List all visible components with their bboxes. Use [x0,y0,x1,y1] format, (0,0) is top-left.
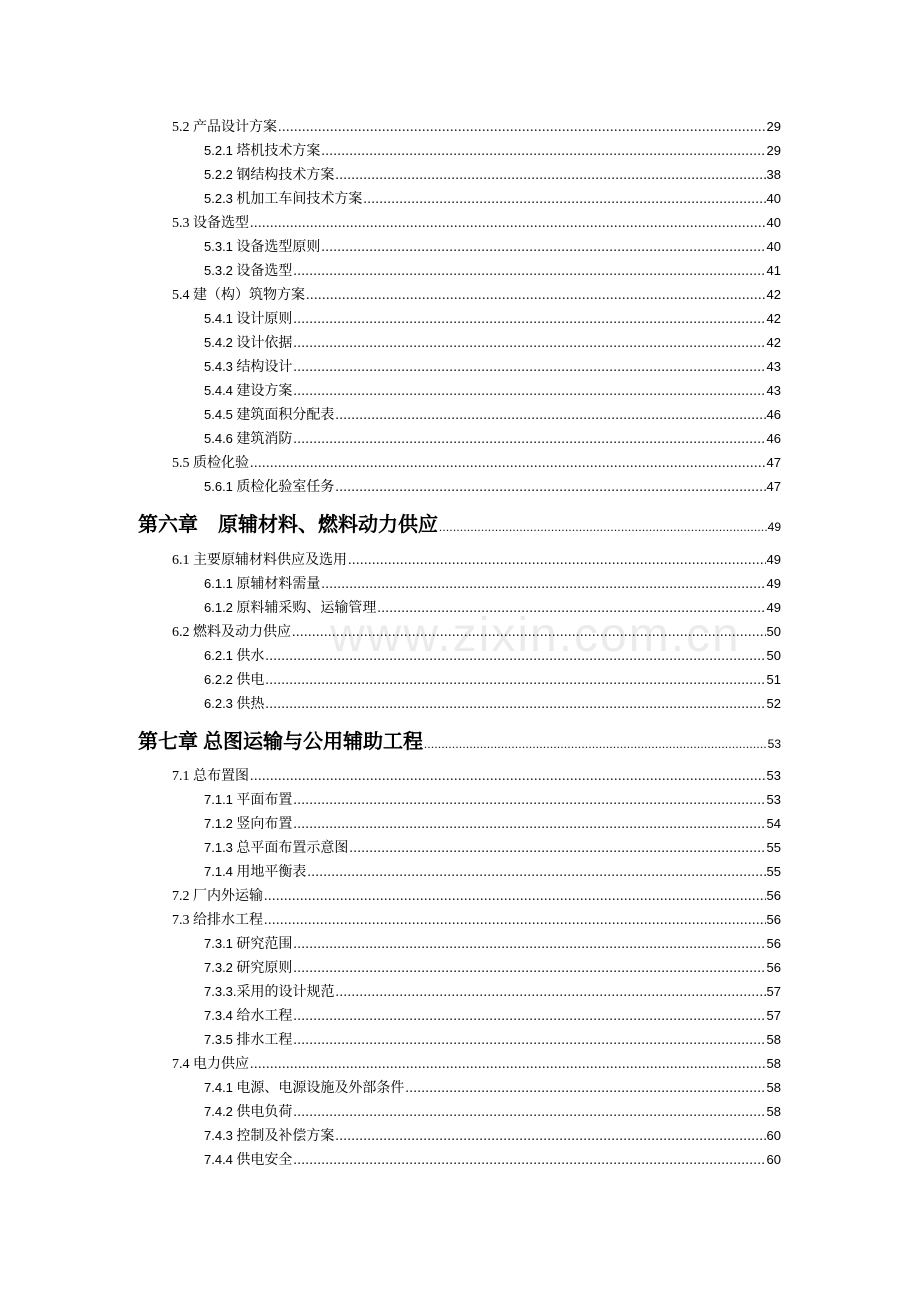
toc-page-number: 49 [766,552,781,567]
watermark: www.zixin.com.cn [330,609,741,662]
toc-entry[interactable] [204,478,781,497]
toc-entry-label: 7.1 总布置图 [172,769,249,784]
toc-page-number: 49 [766,600,781,615]
toc-leader-dots [348,552,766,570]
toc-page-number: 42 [766,311,781,326]
toc-entry[interactable] [172,887,781,906]
toc-entry-label: 第七章 总图运输与公用辅助工程 [138,731,423,753]
toc-page-number: 40 [766,191,781,206]
toc-page-number: 49 [767,520,781,534]
toc-page-number: 54 [766,816,781,831]
toc-leader-dots [307,864,765,882]
toc-entry[interactable] [204,935,781,954]
toc-entry[interactable] [204,1127,781,1146]
toc-page-number: 41 [766,263,781,278]
toc-page-number: 52 [766,696,781,711]
toc-entry-number: 7.3.5 [204,1032,233,1047]
toc-entry[interactable] [204,1151,781,1170]
toc-entry-title: 电源、电源设施及外部条件 [232,1081,405,1096]
toc-page-number: 60 [766,1152,781,1167]
toc-entry-title: 质检化验室任务 [232,480,335,495]
toc-page-number: 58 [766,1032,781,1047]
toc-leader-dots [265,696,765,714]
toc-entry-number: 6.2.3 [204,696,233,711]
toc-leader-dots [335,479,765,497]
toc-entry-number: 7.4.1 [204,1080,233,1095]
toc-entry-label [204,334,292,353]
toc-entry-title: 设计依据 [232,336,293,351]
toc-entry-number: 7.1.3 [204,840,233,855]
toc-entry-label [204,262,292,281]
toc-entry-title: 竖向布置 [232,817,293,832]
toc-entry[interactable] [204,406,781,425]
toc-entry-label [204,791,292,810]
toc-entry[interactable] [172,551,781,570]
toc-entry[interactable] [204,334,781,353]
toc-leader-dots [293,263,765,281]
toc-entry-label: 7.4 电力供应 [172,1057,249,1072]
toc-page-number: 53 [767,737,781,751]
toc-entry-title: 钢结构技术方案 [232,168,335,183]
toc-entry-title: 塔机技术方案 [232,144,321,159]
toc-entry-label [204,382,292,401]
toc-leader-dots [250,1056,766,1074]
toc-entry-label [204,695,264,714]
toc-page-number: 29 [766,119,781,134]
toc-entry-label [204,647,264,666]
toc-entry-label: 7.3 给排水工程 [172,913,263,928]
toc-entry-title: 供电安全 [232,1153,293,1168]
toc-page-number: 57 [766,984,781,999]
toc-entry-title: 供电负荷 [232,1105,293,1120]
toc-page-number: 53 [766,768,781,783]
toc-entry[interactable] [172,118,781,137]
toc-entry-label [204,839,348,858]
toc-entry-number: 7.4.4 [204,1152,233,1167]
toc-entry-title: 供热 [232,697,265,712]
toc-leader-dots [293,1008,765,1026]
toc-entry-number: 7.1.2 [204,816,233,831]
toc-leader-dots [265,672,765,690]
toc-entry-title: 设备选型 [232,264,293,279]
toc-entry-label: 7.2 厂内外运输 [172,889,263,904]
toc-entry-number: 7.3.3. [204,984,237,999]
toc-leader-dots [293,431,765,449]
toc-entry-title: 设备选型原则 [232,240,321,255]
toc-entry-title: 供水 [232,649,265,664]
toc-entry-title: 排水工程 [232,1033,293,1048]
toc-leader-dots [250,455,766,473]
toc-entry-title: 原辅材料需量 [232,577,321,592]
toc-page-number: 38 [766,167,781,182]
toc-entry-number: 7.3.2 [204,960,233,975]
toc-entry-title: 研究原则 [232,961,293,976]
toc-page-number: 46 [766,431,781,446]
toc-entry-number: 5.4.3 [204,359,233,374]
toc-page-number: 55 [766,840,781,855]
toc-entry[interactable] [204,310,781,329]
toc-entry-number: 6.1.1 [204,576,233,591]
toc-entry-number: 7.4.3 [204,1128,233,1143]
toc-entry-title: 供电 [232,673,265,688]
toc-leader-dots [293,792,765,810]
toc-entry-label [204,166,334,185]
toc-entry-number: 5.2.1 [204,143,233,158]
toc-leader-dots [293,359,765,377]
toc-page-number: 43 [766,359,781,374]
toc-entry-number: 7.1.4 [204,864,233,879]
toc-page-number: 47 [766,479,781,494]
toc-entry-label: 6.1 主要原辅材料供应及选用 [172,553,347,568]
toc-leader-dots [293,335,765,353]
toc-entry[interactable] [172,767,781,786]
toc-entry[interactable] [204,142,781,161]
toc-entry[interactable] [204,358,781,377]
toc-entry-title: 建筑面积分配表 [232,408,335,423]
toc-entry-number: 5.4.6 [204,431,233,446]
toc-entry[interactable] [204,983,781,1002]
toc-page-number: 42 [766,335,781,350]
toc-leader-dots [363,191,765,209]
toc-entry-label [204,310,292,329]
toc-page-number: 47 [766,455,781,470]
toc-entry-label: 5.3 设备选型 [172,216,249,231]
toc-entry-title: 机加工车间技术方案 [232,192,363,207]
toc-entry-label [204,358,292,377]
toc-entry-number: 5.2.3 [204,191,233,206]
toc-entry-number: 5.6.1 [204,479,233,494]
toc-entry[interactable] [204,262,781,281]
toc-leader-dots [336,984,766,1002]
toc-page-number: 56 [766,888,781,903]
toc-entry-number: 6.2.2 [204,672,233,687]
toc-entry-label [204,935,292,954]
toc-entry[interactable] [204,863,781,882]
toc-entry-label [204,671,264,690]
toc-page-number: 40 [766,239,781,254]
toc-entry-label [204,1151,292,1170]
toc-leader-dots [306,287,766,305]
toc-page-number: 51 [766,672,781,687]
toc-entry[interactable] [204,430,781,449]
toc-entry-title: 建设方案 [232,384,293,399]
toc-entry-title: 原料辅采购、运输管理 [232,601,377,616]
toc-entry[interactable] [204,238,781,257]
toc-page-number: 42 [766,287,781,302]
toc-leader-dots [335,1128,765,1146]
toc-page-number: 55 [766,864,781,879]
toc-entry[interactable] [204,382,781,401]
toc-entry-label [204,430,292,449]
toc-leader-dots [321,143,765,161]
toc-entry[interactable] [204,791,781,810]
toc-entry-title: 总平面布置示意图 [232,841,349,856]
toc-leader-dots [321,239,765,257]
toc-leader-dots [293,1104,765,1122]
toc-entry[interactable] [172,454,781,473]
toc-leader-dots [335,407,765,425]
toc-leader-dots [293,1032,765,1050]
toc-entry-label: 第六章 原辅材料、燃料动力供应 [138,514,438,536]
toc-page-number: 40 [766,215,781,230]
toc-entry-title: 采用的设计规范 [236,985,335,1000]
toc-page-number: 56 [766,912,781,927]
toc-page-number: 53 [766,792,781,807]
toc-entry[interactable] [172,286,781,305]
toc-page-number: 29 [766,143,781,158]
toc-entry[interactable] [204,671,781,690]
toc-entry-number: 6.1.2 [204,600,233,615]
toc-leader-dots [293,960,765,978]
toc-entry-label [204,1103,292,1122]
toc-entry-number: 5.4.4 [204,383,233,398]
toc-entry-title: 平面布置 [232,793,293,808]
toc-page-number: 49 [766,576,781,591]
toc-leader-dots [405,1080,765,1098]
toc-page-number: 56 [766,936,781,951]
toc-leader-dots [293,816,765,834]
toc-entry[interactable] [204,815,781,834]
toc-entry[interactable] [204,190,781,209]
toc-leader-dots [293,1152,765,1170]
toc-entry-label [204,863,306,882]
toc-entry[interactable] [204,575,781,594]
toc-entry-number: 5.3.1 [204,239,233,254]
toc-page-number: 60 [766,1128,781,1143]
toc-page-number: 57 [766,1008,781,1023]
toc-entry-label: 6.2 燃料及动力供应 [172,625,291,640]
toc-entry-title: 用地平衡表 [232,865,307,880]
toc-leader-dots [250,768,766,786]
toc-entry-label [204,190,362,209]
toc-chapter-entry[interactable] [138,729,781,757]
toc-entry-label: 5.5 质检化验 [172,456,249,471]
toc-entry[interactable] [204,695,781,714]
toc-page-number: 50 [766,648,781,663]
toc-entry-number: 7.3.1 [204,936,233,951]
toc-entry-label [204,1079,404,1098]
toc-entry[interactable] [204,1079,781,1098]
toc-entry-label [204,1031,292,1050]
toc-page-number: 46 [766,407,781,422]
toc-entry-number: 5.4.5 [204,407,233,422]
toc-entry-label [204,142,320,161]
toc-leader-dots [349,840,765,858]
toc-entry-number: 5.4.1 [204,311,233,326]
toc-leader-dots [278,119,766,137]
toc-leader-dots [250,215,766,233]
toc-entry-label [204,1007,292,1026]
toc-page-number: 43 [766,383,781,398]
toc-entry-label [204,406,334,425]
toc-entry-number: 6.2.1 [204,648,233,663]
toc-entry-number: 5.3.2 [204,263,233,278]
toc-entry-title: 研究范围 [232,937,293,952]
toc-entry-label [204,959,292,978]
toc-entry-label: 5.2 产品设计方案 [172,120,277,135]
toc-leader-dots [439,514,767,540]
toc-entry-label [204,238,320,257]
toc-entry-number: 7.1.1 [204,792,233,807]
toc-entry-label [204,1127,334,1146]
toc-entry-title: 设计原则 [232,312,293,327]
toc-entry-number: 7.3.4 [204,1008,233,1023]
toc-leader-dots [293,383,765,401]
toc-entry-label [204,575,320,594]
toc-leader-dots [321,576,765,594]
toc-entry-number: 7.4.2 [204,1104,233,1119]
toc-entry-number: 5.2.2 [204,167,233,182]
toc-entry-title: 控制及补偿方案 [232,1129,335,1144]
toc-leader-dots [424,731,767,757]
toc-entry[interactable] [204,166,781,185]
toc-leader-dots [293,311,765,329]
toc-entry[interactable] [172,214,781,233]
toc-entry[interactable] [204,839,781,858]
toc-entry[interactable] [204,1031,781,1050]
toc-entry[interactable] [204,959,781,978]
toc-chapter-entry[interactable] [138,512,781,540]
toc-page-number: 58 [766,1056,781,1071]
toc-entry-title: 给水工程 [232,1009,293,1024]
toc-page-number: 56 [766,960,781,975]
toc-leader-dots [264,888,766,906]
toc-entry-label: 5.4 建（构）筑物方案 [172,288,305,303]
toc-entry-label [204,815,292,834]
toc-entry-label [204,983,335,1002]
toc-leader-dots [264,912,766,930]
toc-entry[interactable] [172,911,781,930]
toc-entry-title: 结构设计 [232,360,293,375]
toc-entry[interactable] [204,1007,781,1026]
toc-entry-label [204,478,334,497]
toc-page-number: 58 [766,1080,781,1095]
toc-entry[interactable] [172,1055,781,1074]
toc-leader-dots [335,167,765,185]
toc-page-number: 50 [766,624,781,639]
toc-entry-title: 建筑消防 [232,432,293,447]
toc-entry-number: 5.4.2 [204,335,233,350]
toc-page-number: 58 [766,1104,781,1119]
toc-leader-dots [293,936,765,954]
toc-entry[interactable] [204,1103,781,1122]
